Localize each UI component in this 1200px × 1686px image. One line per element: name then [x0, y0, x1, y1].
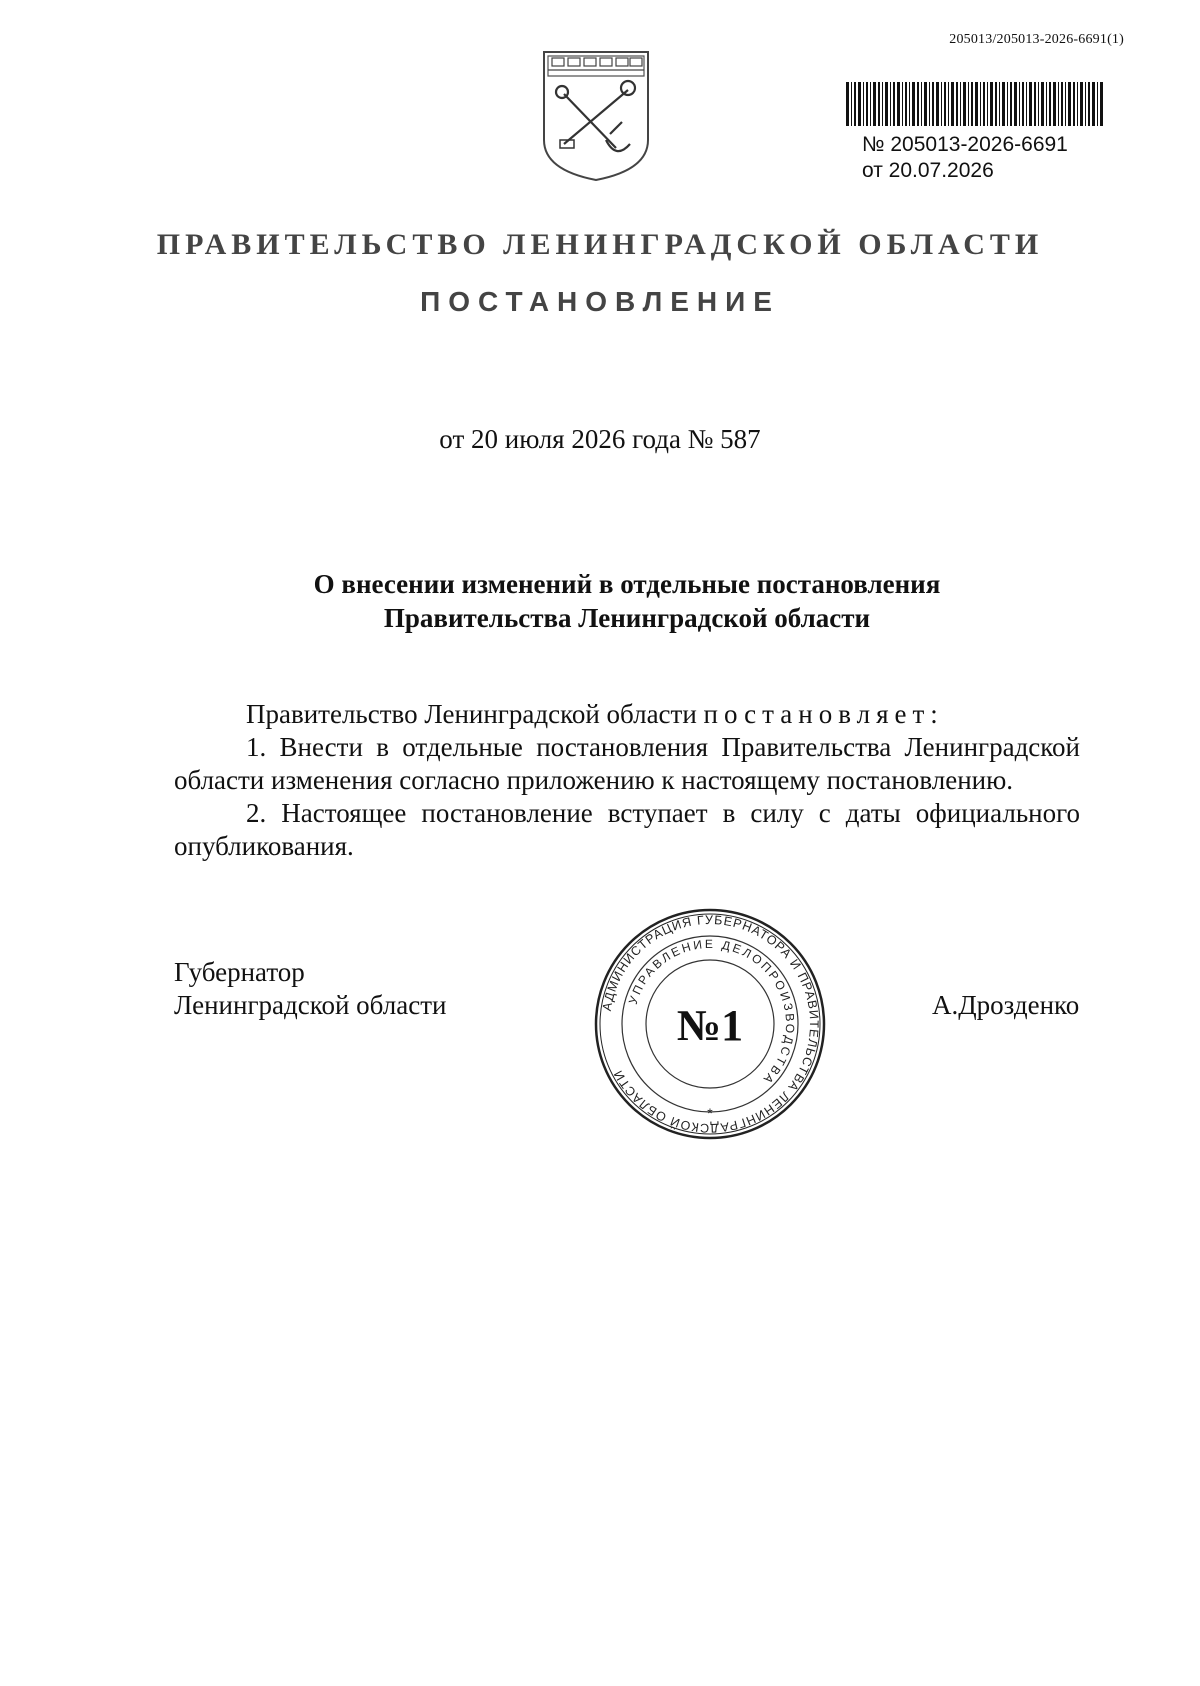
barcode — [846, 82, 1104, 126]
seal-star: * — [707, 1105, 713, 1121]
registration-number: № 205013-2026-6691 — [862, 133, 1068, 156]
intro-prefix: Правительство Ленинградской области — [246, 699, 697, 729]
seal-inner-text: УПРАВЛЕНИЕ ДЕЛОПРОИЗВОДСТВА — [625, 936, 798, 1088]
signatory-name: А.Дрозденко — [932, 990, 1080, 1020]
document-date-number: от 20 июля 2026 года № 587 — [439, 424, 761, 454]
signatory-title-line-2: Ленинградской области — [174, 990, 447, 1020]
registration-date: от 20.07.2026 — [862, 159, 994, 182]
government-title: ПРАВИТЕЛЬСТВО ЛЕНИНГРАДСКОЙ ОБЛАСТИ — [156, 228, 1044, 261]
intro-verb: постановляет: — [703, 699, 944, 729]
document-reference-code: 205013/205013-2026-6691(1) — [949, 32, 1124, 47]
heading-line-2: Правительства Ленинградской области — [383, 603, 871, 633]
signatory-title — [174, 956, 446, 1022]
item-2-paragraph: 2. Настоящее постановление вступает в силу с даты официального опубликования. — [174, 798, 1080, 861]
document-type: ПОСТАНОВЛЕНИЕ — [420, 286, 780, 317]
intro-paragraph — [174, 698, 1080, 731]
signatory-title-line-1: Губернатор — [174, 957, 305, 987]
official-seal — [590, 904, 830, 1144]
heading-line-1: О внесении изменений в отдельные постановления — [313, 569, 941, 599]
document-heading — [0, 567, 1200, 635]
coat-of-arms-emblem — [540, 48, 652, 184]
seal-outer-text: АДМИНИСТРАЦИЯ ГУБЕРНАТОРА И ПРАВИТЕЛЬСТВА ЛЕНИНГРАДСКОЙ ОБЛАСТИ — [599, 912, 822, 1136]
document-body — [174, 698, 1080, 863]
item-1-paragraph: 1. Внести в отдельные постановления Правительства Ленинградской области изменения согласно приложению к настоящему постановлению. — [174, 732, 1080, 795]
seal-number: №1 — [676, 1001, 744, 1050]
